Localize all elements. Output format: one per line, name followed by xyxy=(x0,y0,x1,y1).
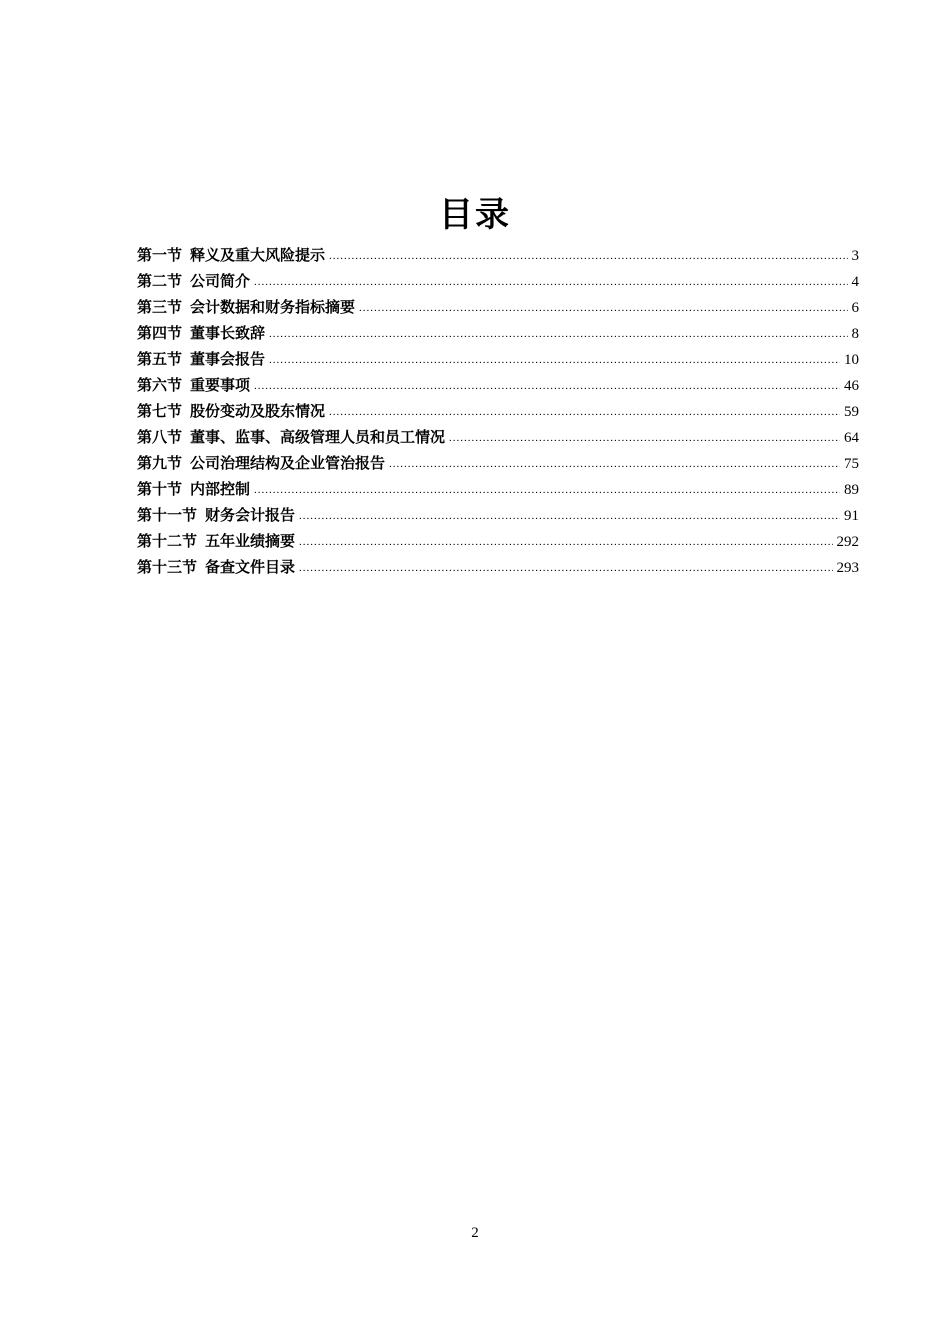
toc-page-number: 8 xyxy=(851,326,859,342)
toc-chapter-number: 第四节 xyxy=(137,324,183,342)
table-of-contents xyxy=(137,242,859,580)
toc-chapter-title: 重要事项 xyxy=(190,376,251,394)
toc-chapter-number: 第十三节 xyxy=(137,558,198,576)
toc-dot-leader xyxy=(254,373,840,399)
toc-entry[interactable] xyxy=(137,528,859,554)
toc-entry[interactable] xyxy=(137,450,859,476)
toc-entry[interactable] xyxy=(137,346,859,372)
toc-chapter-title: 内部控制 xyxy=(190,480,251,498)
toc-entry[interactable] xyxy=(137,242,859,268)
toc-dot-leader xyxy=(329,399,840,425)
toc-dot-leader xyxy=(269,321,847,347)
toc-dot-leader xyxy=(329,243,847,269)
toc-dot-leader xyxy=(254,269,847,295)
toc-page-number: 4 xyxy=(851,274,859,290)
toc-entry[interactable] xyxy=(137,554,859,580)
toc-page-number: 91 xyxy=(844,508,859,524)
toc-chapter-number: 第十二节 xyxy=(137,532,198,550)
toc-chapter-number: 第二节 xyxy=(137,272,183,290)
toc-dot-leader xyxy=(389,451,840,477)
toc-entry[interactable] xyxy=(137,424,859,450)
toc-page-number: 10 xyxy=(844,352,859,368)
toc-chapter-title: 释义及重大风险提示 xyxy=(190,246,326,264)
toc-page-number: 89 xyxy=(844,482,859,498)
toc-chapter-number: 第十节 xyxy=(137,480,183,498)
toc-page-number: 293 xyxy=(836,560,859,576)
toc-chapter-number: 第三节 xyxy=(137,298,183,316)
toc-page-number: 75 xyxy=(844,456,859,472)
toc-chapter-title: 董事会报告 xyxy=(190,350,266,368)
toc-chapter-title: 公司简介 xyxy=(190,272,251,290)
toc-entry[interactable] xyxy=(137,268,859,294)
toc-chapter-number: 第九节 xyxy=(137,454,183,472)
toc-chapter-title: 股份变动及股东情况 xyxy=(190,402,326,420)
toc-chapter-number: 第十一节 xyxy=(137,506,198,524)
toc-dot-leader xyxy=(269,347,840,373)
toc-page-number: 64 xyxy=(844,430,859,446)
toc-page-number: 6 xyxy=(851,300,859,316)
toc-chapter-number: 第六节 xyxy=(137,376,183,394)
toc-entry[interactable] xyxy=(137,320,859,346)
toc-entry[interactable] xyxy=(137,502,859,528)
toc-chapter-title: 备查文件目录 xyxy=(205,558,296,576)
toc-page-number: 59 xyxy=(844,404,859,420)
toc-chapter-title: 五年业绩摘要 xyxy=(205,532,296,550)
toc-dot-leader xyxy=(359,295,847,321)
toc-chapter-title: 公司治理结构及企业管治报告 xyxy=(190,454,386,472)
toc-entry[interactable] xyxy=(137,372,859,398)
toc-chapter-number: 第七节 xyxy=(137,402,183,420)
toc-page-number: 3 xyxy=(851,248,859,264)
page-title: 目录 xyxy=(439,195,511,235)
toc-chapter-title: 董事长致辞 xyxy=(190,324,266,342)
page-number: 2 xyxy=(471,1225,479,1241)
toc-entry[interactable] xyxy=(137,476,859,502)
toc-chapter-number: 第五节 xyxy=(137,350,183,368)
toc-entry[interactable] xyxy=(137,398,859,424)
toc-dot-leader xyxy=(299,529,832,555)
toc-chapter-number: 第一节 xyxy=(137,246,183,264)
toc-dot-leader xyxy=(449,425,840,451)
toc-dot-leader xyxy=(299,555,832,581)
toc-chapter-title: 董事、监事、高级管理人员和员工情况 xyxy=(190,428,446,446)
toc-chapter-title: 财务会计报告 xyxy=(205,506,296,524)
toc-entry[interactable] xyxy=(137,294,859,320)
toc-dot-leader xyxy=(254,477,840,503)
toc-dot-leader xyxy=(299,503,840,529)
toc-chapter-title: 会计数据和财务指标摘要 xyxy=(190,298,356,316)
toc-page-number: 292 xyxy=(836,534,859,550)
toc-chapter-number: 第八节 xyxy=(137,428,183,446)
toc-page-number: 46 xyxy=(844,378,859,394)
